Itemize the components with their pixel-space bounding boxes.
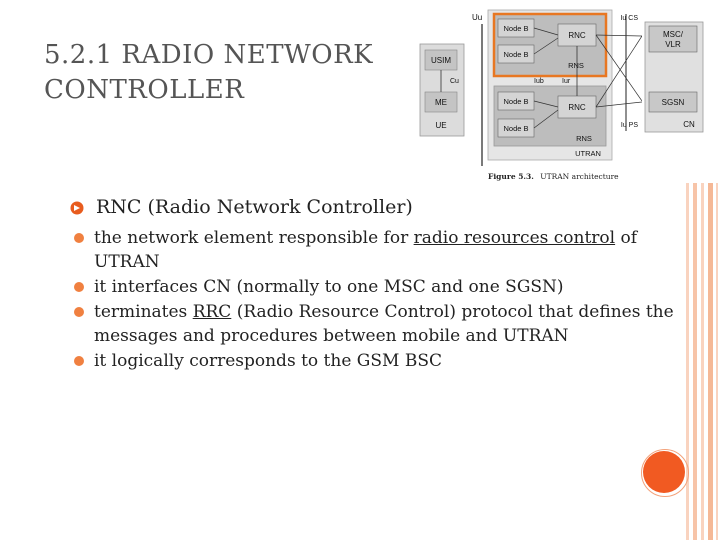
decorative-bars	[682, 183, 720, 540]
title-line-1: 5.2.1 RADIO NETWORK	[44, 40, 374, 70]
list-item: terminates RRC (Radio Resource Control) protocol that defines the messages and procedures between mobile and UTRAN	[94, 300, 676, 348]
svg-text:Node B: Node B	[503, 97, 529, 106]
bullet-dot-icon	[74, 282, 84, 292]
iub-label: Iub	[534, 78, 544, 85]
cn-box	[643, 6, 715, 136]
svg-text:RNS: RNS	[576, 134, 592, 143]
underlined-term: RRC	[192, 302, 232, 322]
uu-label: Uu	[472, 13, 483, 22]
slide-title	[44, 38, 373, 108]
utran-label: UTRAN	[575, 149, 601, 158]
bullet-list	[70, 194, 690, 374]
list-item: it logically corresponds to the GSM BSC	[94, 349, 676, 373]
bullet-dot-icon	[74, 233, 84, 243]
utran-architecture-figure	[416, 6, 642, 186]
bullet-dot-icon	[74, 307, 84, 317]
list-item: the network element responsible for radio resources control of UTRAN	[94, 226, 676, 274]
svg-text:RNC: RNC	[568, 103, 586, 112]
list-item: it interfaces CN (normally to one MSC and one SGSN)	[94, 275, 676, 299]
svg-text:Iu PS: Iu PS	[620, 122, 638, 129]
underlined-term: radio resources control	[413, 228, 616, 248]
svg-text:Node B: Node B	[503, 24, 529, 33]
sub-bullet-list	[70, 226, 690, 373]
svg-text:VLR: VLR	[665, 40, 681, 49]
svg-text:RNC: RNC	[568, 31, 586, 40]
cu-label: Cu	[450, 78, 459, 85]
bullet-arrow-icon	[70, 201, 84, 215]
ue-label: UE	[435, 121, 447, 130]
decorative-circle	[643, 451, 685, 493]
title-line-2: CONTROLLER	[44, 75, 245, 105]
figure-caption: Figure 5.3. UTRAN architecture	[488, 172, 619, 181]
svg-text:MSC/: MSC/	[663, 30, 683, 39]
svg-text:Iu CS: Iu CS	[620, 15, 638, 22]
bullet-dot-icon	[74, 356, 84, 366]
cn-label: CN	[683, 120, 695, 129]
me-label: ME	[435, 98, 447, 107]
svg-text:SGSN: SGSN	[661, 98, 685, 107]
svg-text:RNS: RNS	[568, 61, 584, 70]
iur-label: Iur	[562, 78, 571, 85]
usim-label: USIM	[431, 56, 451, 65]
svg-text:Node B: Node B	[503, 50, 529, 59]
main-bullet: RNC (Radio Network Controller)	[70, 194, 690, 220]
svg-text:Node B: Node B	[503, 124, 529, 133]
